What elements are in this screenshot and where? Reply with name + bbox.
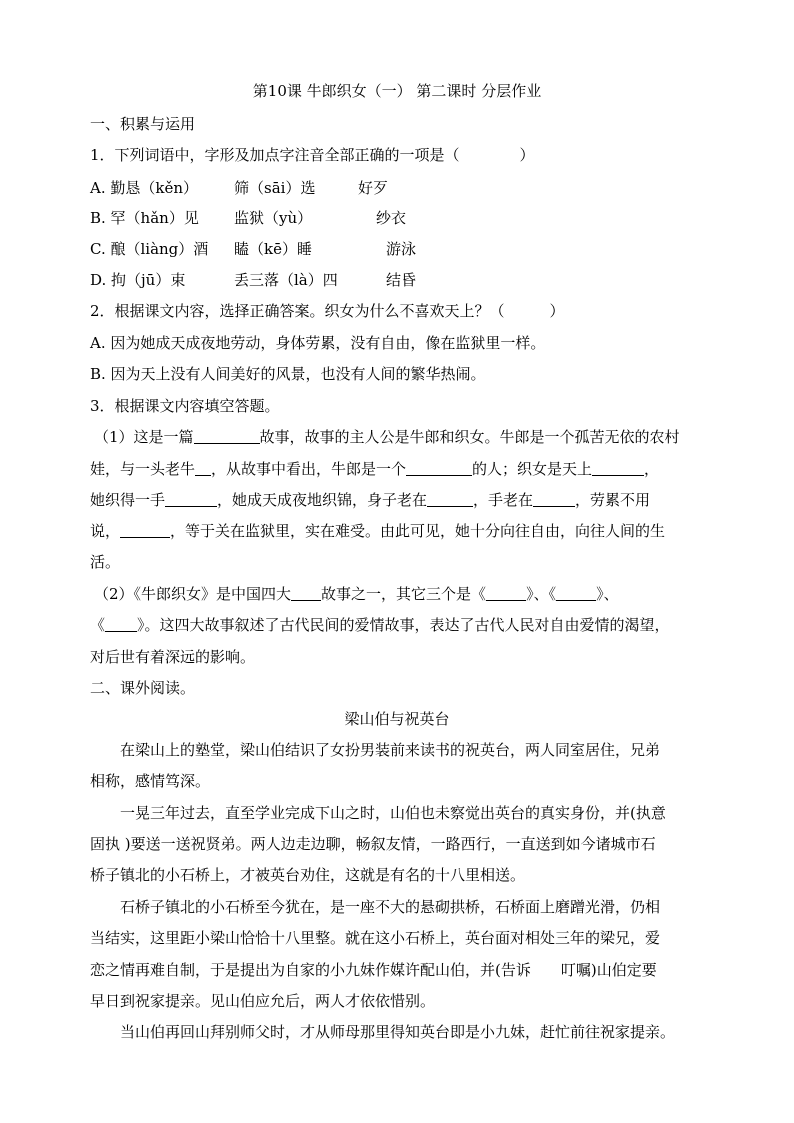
answer-blank[interactable] — [486, 586, 526, 601]
answer-blank[interactable] — [556, 586, 596, 601]
text-segment: 》。这四大故事叙述了古代民间的爱情故事，表达了古代人民对自由爱情的渴望， — [137, 616, 670, 634]
answer-blank[interactable] — [291, 586, 321, 601]
reading-line: 当结实，这里距小梁山恰恰十八里整。就在这小石桥上，英台面对相处三年的梁兄，爱 — [90, 929, 661, 947]
q3-part1-line5: 活。 — [90, 553, 121, 571]
option-d-word-1: D. 拘（jū）束 — [90, 271, 186, 289]
text-segment: ， — [644, 460, 660, 478]
text-segment: 故事之一，其它三个是《 — [321, 585, 487, 603]
text-segment: 娃，与一头老牛 — [90, 460, 196, 478]
option-b-word-3: 纱衣 — [376, 209, 407, 227]
option-d-word-3: 结昏 — [386, 271, 417, 289]
q3-part2-line1 — [94, 584, 619, 604]
reading-line: 一晃三年过去，直至学业完成下山之时，山伯也未察觉出英台的真实身份，并(执意 — [120, 804, 666, 822]
question-2-stem: 2．根据课文内容，选择正确答案。织女为什么不喜欢天上？（ ） — [90, 302, 565, 320]
answer-blank[interactable] — [194, 429, 260, 444]
option-c-word-2: 瞌（kē）睡 — [234, 240, 312, 258]
question-2-option-b: B. 因为天上没有人间美好的风景，也没有人间的繁华热闹。 — [90, 365, 486, 383]
section-heading-1: 一、积累与运用 — [90, 115, 196, 133]
answer-blank[interactable] — [427, 492, 473, 507]
reading-line: 石桥子镇北的小石桥至今犹在，是一座不大的悬砌拱桥，石桥面上磨蹭光滑，仍相 — [120, 898, 661, 916]
text-segment: ，手老在 — [473, 491, 534, 509]
page-title: 第10课 牛郎织女（一） 第二课时 分层作业 — [252, 82, 542, 100]
reading-line: 固执 )要送一送祝贤弟。两人边走边聊，畅叙友情，一路西行，一直送到如今诸城市石 — [90, 835, 656, 853]
text-segment: （2）《牛郎织女》是中国四大 — [94, 585, 292, 603]
q3-part1-line3 — [90, 490, 650, 510]
text-segment: 说， — [90, 522, 121, 540]
answer-blank[interactable] — [120, 523, 170, 538]
reading-title: 梁山伯与祝英台 — [344, 710, 450, 728]
section-heading-2: 二、课外阅读。 — [90, 679, 196, 697]
text-segment: ，从故事中看出，牛郎是一个 — [211, 460, 407, 478]
text-segment: 》、《 — [526, 585, 557, 603]
q3-part2-line2 — [90, 615, 670, 635]
option-a-word-2: 筛（sāi）选 — [234, 179, 316, 197]
text-segment: 故事，故事的主人公是牛郎和织女。牛郎是一个孤苦无依的农村 — [259, 428, 680, 446]
text-segment: ，劳累不用 — [575, 491, 651, 509]
answer-blank[interactable] — [533, 492, 575, 507]
question-1-option-b — [90, 208, 406, 228]
option-a-word-1: A. 勤恳（kěn） — [90, 179, 198, 197]
reading-line: 桥子镇北的小石桥上，才被英台劝住，这就是有名的十八里相送。 — [90, 866, 526, 884]
answer-blank[interactable] — [105, 617, 137, 632]
text-segment: 》、 — [596, 585, 619, 603]
question-2-option-a: A. 因为她成天成夜地劳动，身体劳累，没有自由，像在监狱里一样。 — [90, 334, 546, 352]
answer-blank[interactable] — [165, 492, 217, 507]
text-segment: ，她成天成夜地织锦，身子老在 — [217, 491, 428, 509]
option-c-word-1: C. 酿（liàng）酒 — [90, 240, 209, 258]
option-b-word-2: 监狱（yù） — [234, 209, 313, 227]
reading-line: 恋之情再难自制，于是提出为自家的小九妹作媒许配山伯，并(告诉 叮嘱)山伯定要 — [90, 961, 657, 979]
answer-blank[interactable] — [592, 461, 644, 476]
text-segment: 的人；织女是天上 — [472, 460, 593, 478]
question-1-stem: 1．下列词语中，字形及加点字注音全部正确的一项是（ ） — [90, 146, 535, 164]
question-1-option-a — [90, 178, 388, 198]
text-segment: 《 — [90, 616, 106, 634]
option-a-word-3: 好歹 — [358, 179, 389, 197]
reading-line: 相称，感情笃深。 — [90, 772, 211, 790]
answer-blank[interactable] — [195, 461, 211, 476]
q3-part1-line1 — [94, 427, 680, 447]
question-1-option-d — [90, 270, 416, 290]
option-c-word-3: 游泳 — [386, 240, 417, 258]
option-b-word-1: B. 罕（hǎn）见 — [90, 209, 199, 227]
reading-line: 在梁山上的塾堂，梁山伯结识了女扮男装前来读书的祝英台，两人同室居住，兄弟 — [120, 741, 661, 759]
q3-part2-line3: 对后世有着深远的影响。 — [90, 648, 256, 666]
reading-line: 早日到祝家提亲。见山伯应允后，两人才依依惜别。 — [90, 992, 436, 1010]
text-segment: 她织得一手 — [90, 491, 166, 509]
reading-line: 当山伯再回山拜别师父时，才从师母那里得知英台即是小九妹，赶忙前往祝家提亲。 — [120, 1023, 676, 1041]
q3-part1-line4 — [90, 521, 665, 541]
option-d-word-2: 丢三落（là）四 — [234, 271, 338, 289]
question-1-option-c — [90, 239, 416, 259]
answer-blank[interactable] — [406, 461, 472, 476]
text-segment: ，等于关在监狱里，实在难受。由此可见，她十分向往自由，向往人间的生 — [170, 522, 666, 540]
q3-part1-line2 — [90, 459, 659, 479]
question-3-stem: 3．根据课文内容填空答题。 — [90, 397, 280, 415]
text-segment: （1）这是一篇 — [94, 428, 194, 446]
